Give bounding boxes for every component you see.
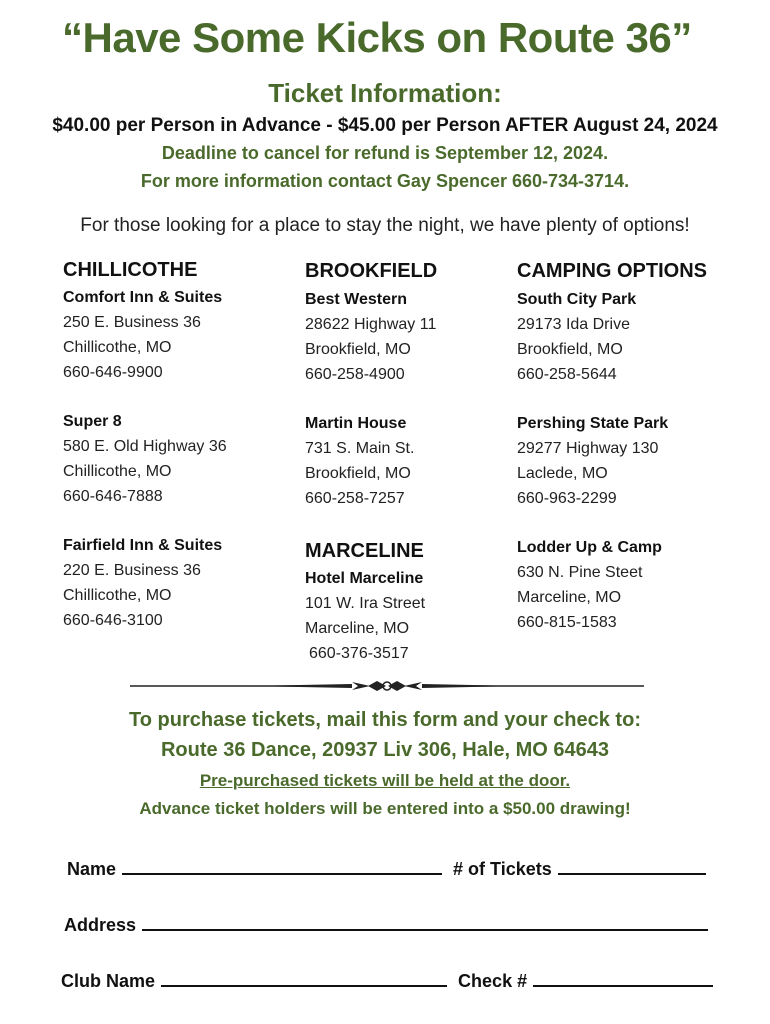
- lodging-name: Pershing State Park: [517, 415, 669, 432]
- contact-line: For more information contact Gay Spencer 660-734-3714.: [140, 171, 630, 191]
- lodging-entry: [63, 534, 222, 633]
- lodging-phone: 660-258-5644: [517, 366, 617, 383]
- lodging-city: Chillicothe, MO: [63, 339, 172, 356]
- lodging-phone: 660-258-7257: [305, 490, 405, 507]
- lodging-entry: [63, 410, 227, 509]
- lodging-city: Brookfield, MO: [305, 341, 411, 358]
- form-row-club: [61, 967, 713, 992]
- lodging-city: Chillicothe, MO: [63, 463, 172, 480]
- lodging-entry: [305, 567, 425, 666]
- lodging-city: Chillicothe, MO: [63, 587, 172, 604]
- club-name-label: Club Name: [61, 971, 156, 991]
- lodging-phone: 660-646-7888: [63, 488, 163, 505]
- form-row-name: [67, 855, 706, 880]
- check-number-field[interactable]: [533, 967, 713, 987]
- tickets-label: # of Tickets: [453, 859, 552, 879]
- lodging-city: Marceline, MO: [305, 620, 410, 637]
- lodging-city: Brookfield, MO: [305, 465, 411, 482]
- city-heading: CHILLICOTHE: [63, 259, 198, 281]
- mailing-address: Route 36 Dance, 20937 Liv 306, Hale, MO 64643: [160, 739, 610, 761]
- lodging-entry: [305, 288, 436, 387]
- lodging-city: Brookfield, MO: [517, 341, 623, 358]
- address-field[interactable]: [142, 911, 708, 931]
- address-label: Address: [64, 915, 137, 935]
- lodging-name: Hotel Marceline: [305, 570, 424, 587]
- name-field[interactable]: [122, 855, 442, 875]
- lodging-name: Lodder Up & Camp: [517, 539, 662, 556]
- lodging-name: Super 8: [63, 413, 122, 430]
- lodging-intro: For those looking for a place to stay the night, we have plenty of options!: [80, 215, 690, 236]
- held-at-door-note: Pre-purchased tickets will be held at the door.: [199, 771, 571, 790]
- lodging-address: 250 E. Business 36: [63, 314, 201, 331]
- lodging-phone: 660-258-4900: [305, 366, 405, 383]
- deadline-line: Deadline to cancel for refund is September 12, 2024.: [161, 143, 609, 163]
- ornament-divider: [130, 679, 644, 693]
- lodging-name: Best Western: [305, 291, 407, 308]
- city-heading-marceline: MARCELINE: [305, 540, 424, 562]
- city-heading: CAMPING OPTIONS: [517, 260, 708, 282]
- lodging-name: Martin House: [305, 415, 407, 432]
- lodging-entry: [305, 412, 414, 511]
- lodging-name: Comfort Inn & Suites: [63, 289, 223, 306]
- ticket-info-heading: Ticket Information:: [268, 78, 502, 108]
- lodging-name: Fairfield Inn & Suites: [63, 537, 223, 554]
- lodging-address: 731 S. Main St.: [305, 440, 415, 457]
- lodging-entry: [517, 288, 636, 387]
- club-name-field[interactable]: [161, 967, 447, 987]
- form-row-address: [64, 911, 708, 936]
- lodging-entry: [63, 286, 222, 385]
- lodging-phone: 660-376-3517: [309, 645, 409, 662]
- lodging-city: Marceline, MO: [517, 589, 622, 606]
- lodging-address: 29277 Highway 130: [517, 440, 659, 457]
- name-label: Name: [67, 859, 117, 879]
- lodging-city: Laclede, MO: [517, 465, 608, 482]
- lodging-entry: [517, 536, 662, 635]
- check-label: Check #: [458, 971, 528, 991]
- lodging-name: South City Park: [517, 291, 637, 308]
- lodging-phone: 660-963-2299: [517, 490, 617, 507]
- lodging-phone: 660-646-3100: [63, 612, 163, 629]
- lodging-address: 580 E. Old Highway 36: [63, 438, 227, 455]
- page-title: “Have Some Kicks on Route 36”: [62, 14, 692, 61]
- city-heading: BROOKFIELD: [305, 260, 438, 282]
- lodging-entry: [517, 412, 668, 511]
- lodging-address: 101 W. Ira Street: [305, 595, 426, 612]
- lodging-address: 29173 Ida Drive: [517, 316, 630, 333]
- lodging-address: 630 N. Pine Steet: [517, 564, 643, 581]
- drawing-note: Advance ticket holders will be entered into a $50.00 drawing!: [139, 799, 631, 818]
- purchase-instructions: To purchase tickets, mail this form and your check to:: [129, 709, 641, 731]
- lodging-address: 28622 Highway 11: [305, 316, 437, 333]
- lodging-phone: 660-815-1583: [517, 614, 617, 631]
- price-line: $40.00 per Person in Advance - $45.00 per Person AFTER August 24, 2024: [52, 115, 718, 136]
- lodging-phone: 660-646-9900: [63, 364, 163, 381]
- lodging-address: 220 E. Business 36: [63, 562, 201, 579]
- tickets-field[interactable]: [558, 855, 706, 875]
